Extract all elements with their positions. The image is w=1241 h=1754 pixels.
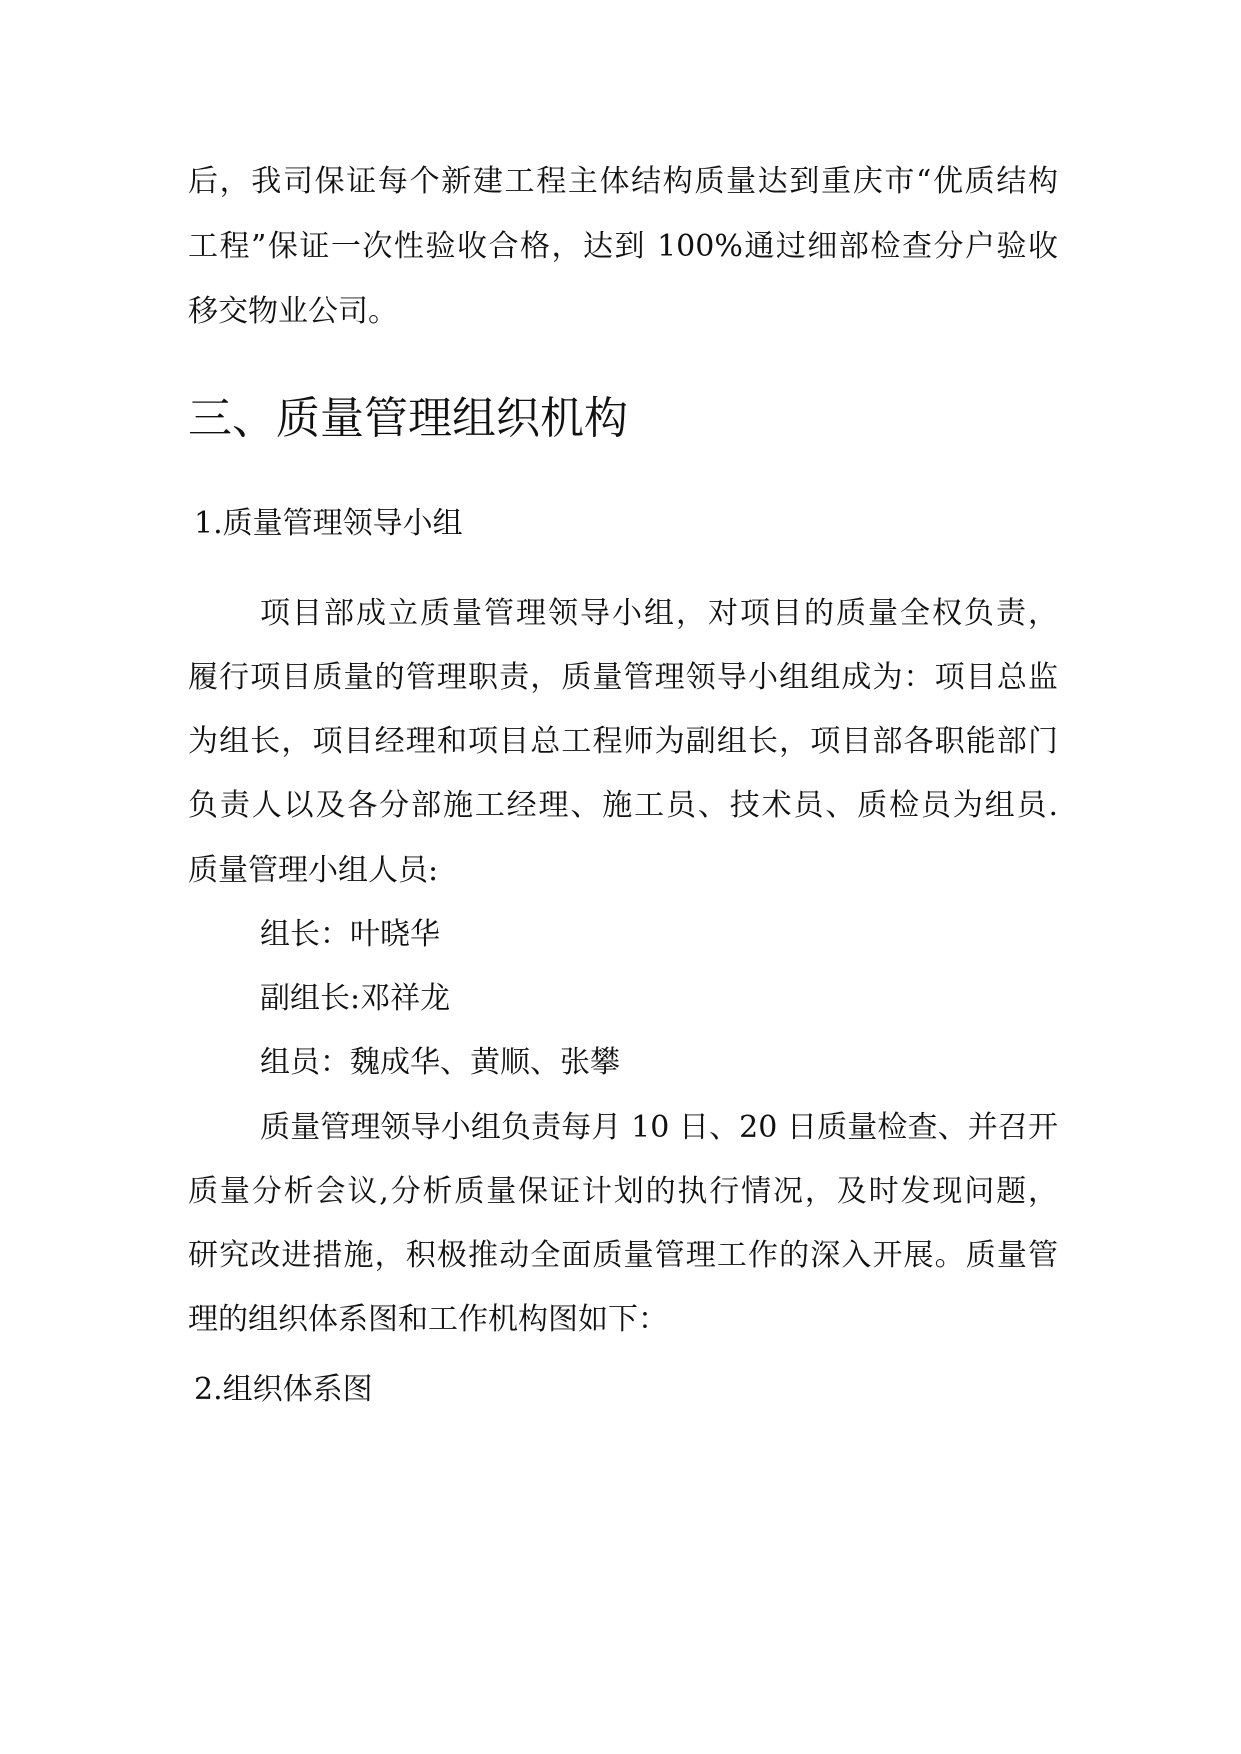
section-title: 三、质量管理组织机构	[188, 393, 628, 444]
paragraph-1-line-5: 质量管理小组人员:	[188, 853, 439, 888]
paragraph-2-line-4: 理的组织体系图和工作机构图如下：	[188, 1302, 668, 1337]
intro-line-2: 工程”保证一次性验收合格，达到 100%通过细部检查分户验收	[188, 229, 1058, 264]
paragraph-1-line-2: 履行项目质量的管理职责，质量管理领导小组组成为：项目总监	[188, 660, 1058, 695]
paragraph-1-line-4: 负责人以及各分部施工经理、施工员、技术员、质检员为组员.	[188, 788, 1058, 823]
paragraph-1-line-1: 项目部成立质量管理领导小组，对项目的质量全权负责，	[260, 596, 1058, 631]
subheading-1: 1.质量管理领导小组	[194, 506, 463, 541]
member-leader: 组长：叶晓华	[260, 917, 440, 952]
member-deputy: 副组长:邓祥龙	[260, 981, 451, 1016]
paragraph-2-line-3: 研究改进措施，积极推动全面质量管理工作的深入开展。质量管	[188, 1238, 1058, 1273]
intro-line-1: 后，我司保证每个新建工程主体结构质量达到重庆市“优质结构	[188, 164, 1058, 199]
member-team: 组员：魏成华、黄顺、张攀	[260, 1045, 620, 1080]
paragraph-2-line-2: 质量分析会议,分析质量保证计划的执行情况，及时发现问题，	[188, 1174, 1058, 1209]
paragraph-1-line-3: 为组长，项目经理和项目总工程师为副组长，项目部各职能部门	[188, 724, 1058, 759]
intro-line-3: 移交物业公司。	[188, 294, 398, 329]
subheading-2: 2.组织体系图	[194, 1372, 373, 1407]
paragraph-2-line-1: 质量管理领导小组负责每月 10 日、20 日质量检查、并召开	[260, 1110, 1058, 1145]
